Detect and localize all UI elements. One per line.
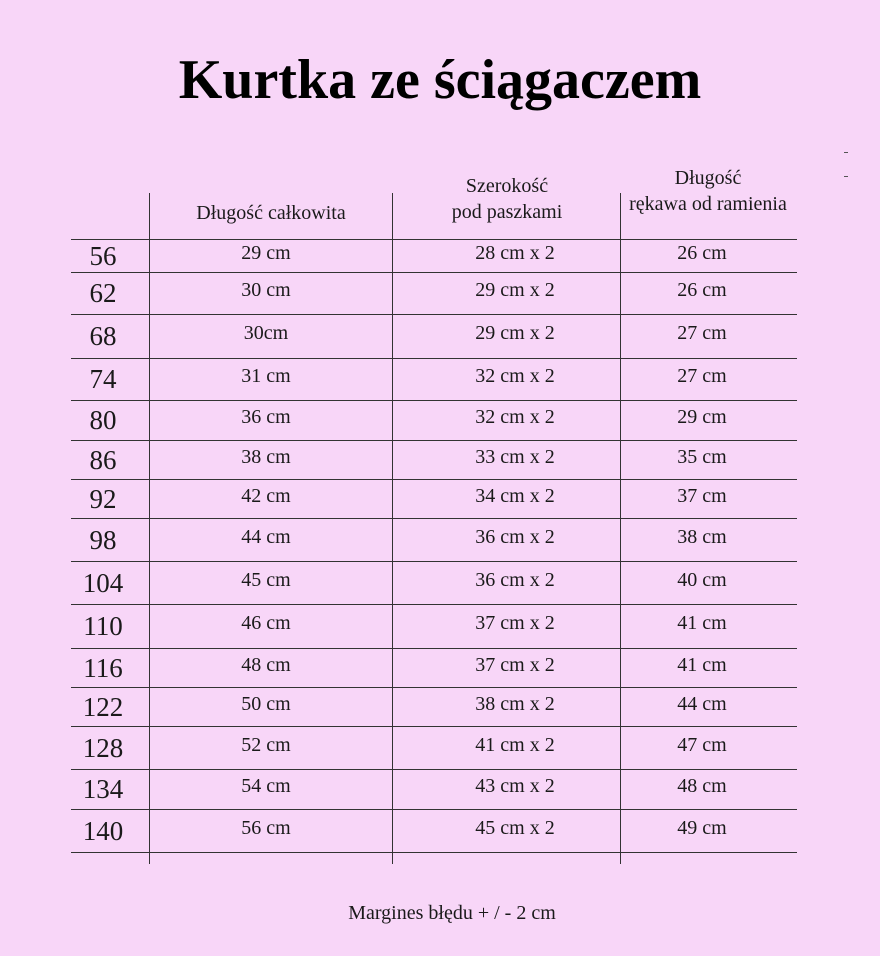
row-divider (71, 518, 797, 519)
sleeve-cell: 27 cm (677, 322, 727, 344)
size-cell: 62 (89, 278, 117, 308)
length-cell: 52 cm (241, 733, 291, 756)
page-title: Kurtka ze ściągaczem (178, 49, 702, 111)
width-cell: 29 cm x 2 (475, 322, 555, 344)
length-cell: 44 cm (241, 525, 291, 548)
row-divider (71, 272, 797, 273)
sleeve-cell: 26 cm (677, 279, 727, 301)
length-cell: 30cm (243, 322, 289, 344)
width-cell: 34 cm x 2 (475, 484, 555, 507)
row-divider (71, 440, 797, 441)
size-cell: 86 (89, 444, 117, 475)
size-cell: 68 (89, 321, 117, 351)
header-sleeve-line1: Długość (674, 167, 742, 189)
width-cell: 32 cm x 2 (475, 365, 555, 387)
row-divider (71, 604, 797, 605)
sleeve-cell: 47 cm (677, 733, 727, 756)
row-divider (71, 852, 797, 853)
sleeve-cell: 48 cm (677, 775, 727, 797)
sleeve-cell: 29 cm (677, 406, 727, 428)
row-divider (71, 687, 797, 688)
length-cell: 29 cm (241, 241, 291, 264)
width-cell: 29 cm x 2 (475, 279, 555, 301)
row-divider (71, 769, 797, 770)
size-cell: 74 (89, 364, 117, 394)
width-cell: 33 cm x 2 (475, 445, 555, 468)
size-cell: 128 (82, 732, 124, 763)
size-cell: 116 (83, 652, 123, 683)
width-cell: 43 cm x 2 (475, 775, 555, 797)
sleeve-cell: 27 cm (677, 365, 727, 387)
error-margin-note: Margines błędu + / - 2 cm (348, 902, 556, 924)
size-cell: 56 (89, 240, 117, 271)
sleeve-cell: 38 cm (677, 525, 727, 548)
width-cell: 45 cm x 2 (475, 816, 555, 839)
row-divider (71, 358, 797, 359)
decorative-tick (844, 176, 848, 177)
size-cell: 110 (83, 611, 123, 641)
row-divider (71, 239, 797, 240)
sleeve-cell: 26 cm (677, 241, 727, 264)
column-divider (392, 193, 393, 864)
sleeve-cell: 37 cm (677, 484, 727, 507)
row-divider (71, 314, 797, 315)
length-cell: 38 cm (241, 445, 291, 468)
size-cell: 98 (89, 524, 117, 555)
row-divider (71, 809, 797, 810)
size-cell: 140 (82, 815, 124, 846)
length-cell: 46 cm (241, 612, 291, 634)
row-divider (71, 400, 797, 401)
row-divider (71, 726, 797, 727)
sleeve-cell: 35 cm (677, 445, 727, 468)
length-cell: 36 cm (241, 406, 291, 428)
size-cell: 92 (89, 483, 117, 514)
width-cell: 36 cm x 2 (475, 525, 555, 548)
decorative-tick (844, 152, 848, 153)
width-cell: 32 cm x 2 (475, 406, 555, 428)
header-width-line1: Szerokość (465, 175, 549, 197)
length-cell: 48 cm (241, 653, 291, 676)
width-cell: 41 cm x 2 (475, 733, 555, 756)
row-divider (71, 561, 797, 562)
sleeve-cell: 44 cm (677, 692, 727, 715)
length-cell: 54 cm (241, 775, 291, 797)
size-cell: 122 (82, 691, 124, 722)
width-cell: 36 cm x 2 (475, 568, 555, 591)
length-cell: 56 cm (241, 816, 291, 839)
sleeve-cell: 49 cm (677, 816, 727, 839)
width-cell: 37 cm x 2 (475, 612, 555, 634)
header-length: Długość całkowita (196, 202, 346, 224)
size-cell: 80 (89, 405, 117, 435)
header-width-line2: pod paszkami (451, 201, 563, 223)
size-cell: 104 (82, 567, 124, 598)
size-cell: 134 (82, 774, 124, 804)
width-cell: 37 cm x 2 (475, 653, 555, 676)
row-divider (71, 479, 797, 480)
sleeve-cell: 41 cm (677, 653, 727, 676)
sleeve-cell: 40 cm (677, 568, 727, 591)
length-cell: 30 cm (241, 279, 291, 301)
length-cell: 31 cm (241, 365, 291, 387)
row-divider (71, 648, 797, 649)
width-cell: 28 cm x 2 (475, 241, 555, 264)
width-cell: 38 cm x 2 (475, 692, 555, 715)
length-cell: 42 cm (241, 484, 291, 507)
length-cell: 45 cm (241, 568, 291, 591)
length-cell: 50 cm (241, 692, 291, 715)
sleeve-cell: 41 cm (677, 612, 727, 634)
header-sleeve-line2: rękawa od ramienia (629, 193, 787, 215)
